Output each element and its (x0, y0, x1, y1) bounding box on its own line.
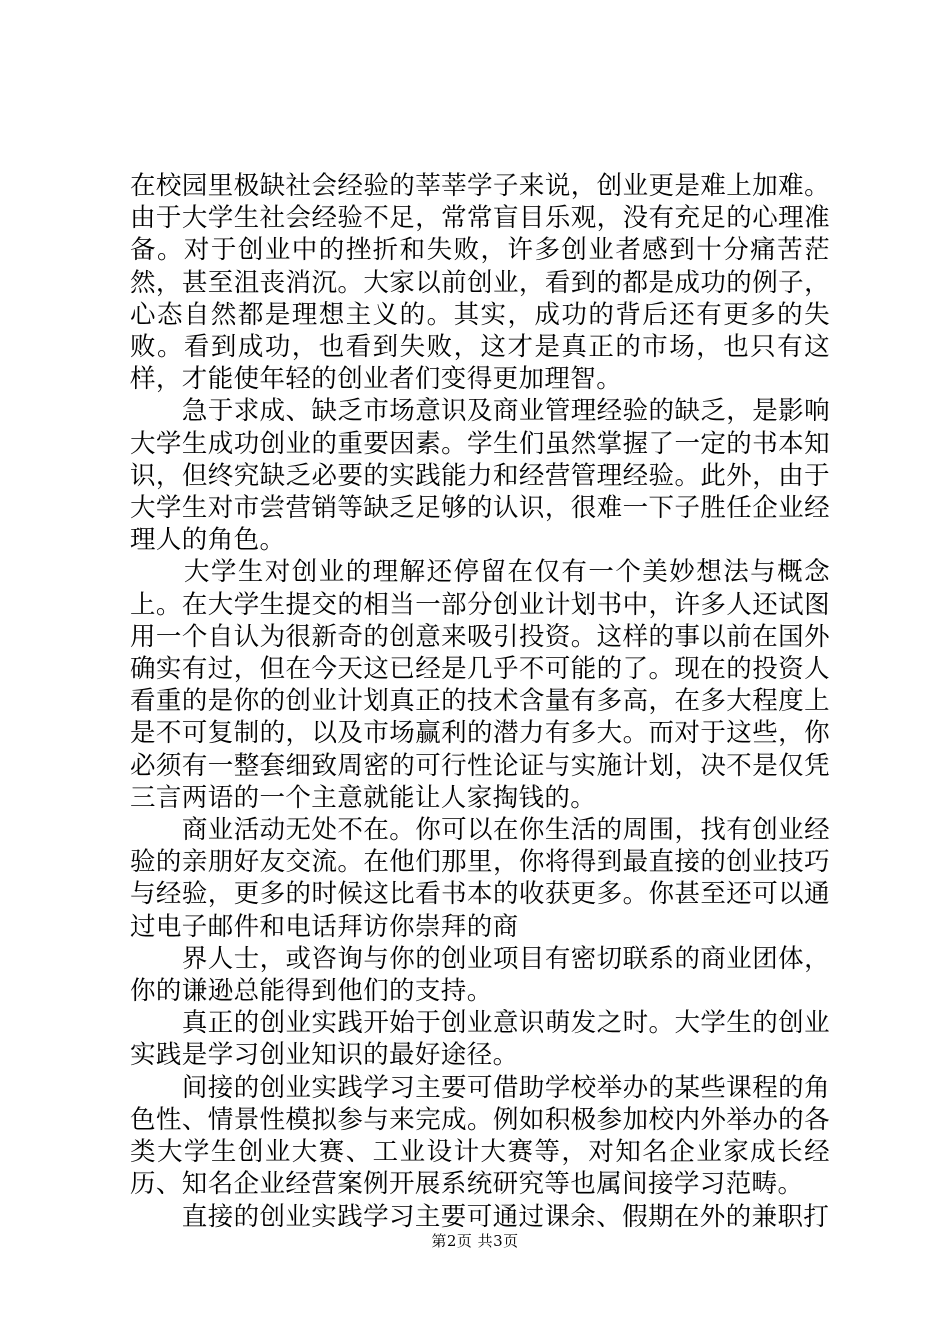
paragraph: 界人士，或咨询与你的创业项目有密切联系的商业团体，你的谦逊总能得到他们的支持。 (130, 943, 830, 1007)
paragraph: 真正的创业实践开始于创业意识萌发之时。大学生的创业实践是学习创业知识的最好途径。 (130, 1008, 830, 1071)
paragraph: 在校园里极缺社会经验的莘莘学子来说，创业更是难上加难。由于大学生社会经验不足，常常盲目乐观，没有充足的心理准备。对于创业中的挫折和失败，许多创业者感到十分痛苦茫然，甚至沮丧消沉。大家以前创业，看到的都是成功的例子，心态自然都是理想主义的。其实，成功的背后还有更多的失败。看到成功，也看到失败，这才是真正的市场，也只有这样，才能使年轻的创业者们变得更加理智。 (130, 171, 830, 395)
paragraph: 间接的创业实践学习主要可借助学校举办的某些课程的角色性、情景性模拟参与来完成。例如积极参加校内外举办的各类大学生创业大赛、工业设计大赛等，对知名企业家成长经历、知名企业经营案例开展系统研究等也属间接学习范畴。 (130, 1072, 830, 1200)
paragraph: 直接的创业实践学习主要可通过课余、假期在外的兼职打 (130, 1201, 830, 1232)
paragraph: 急于求成、缺乏市场意识及商业管理经验的缺乏，是影响大学生成功创业的重要因素。学生们虽然掌握了一定的书本知识，但终究缺乏必要的实践能力和经营管理经验。此外，由于大学生对市尝营销等缺乏足够的认识，很难一下子胜任企业经理人的角色。 (130, 396, 830, 556)
page-number-label: 第2页 共3页 (431, 1232, 519, 1250)
page-footer (0, 1230, 950, 1251)
document-body (130, 170, 830, 1233)
paragraph: 大学生对创业的理解还停留在仅有一个美妙想法与概念上。在大学生提交的相当一部分创业计划书中，许多人还试图用一个自认为很新奇的创意来吸引投资。这样的事以前在国外确实有过，但在今天这已经是几乎不可能的了。现在的投资人看重的是你的创业计划真正的技术含量有多高，在多大程度上是不可复制的，以及市场赢利的潜力有多大。而对于这些，你必须有一整套细致周密的可行性论证与实施计划，决不是仅凭三言两语的一个主意就能让人家掏钱的。 (130, 557, 830, 813)
paragraph: 商业活动无处不在。你可以在你生活的周围，找有创业经验的亲朋好友交流。在他们那里，你将得到最直接的创业技巧与经验，更多的时候这比看书本的收获更多。你甚至还可以通过电子邮件和电话拜访你崇拜的商 (130, 815, 830, 942)
